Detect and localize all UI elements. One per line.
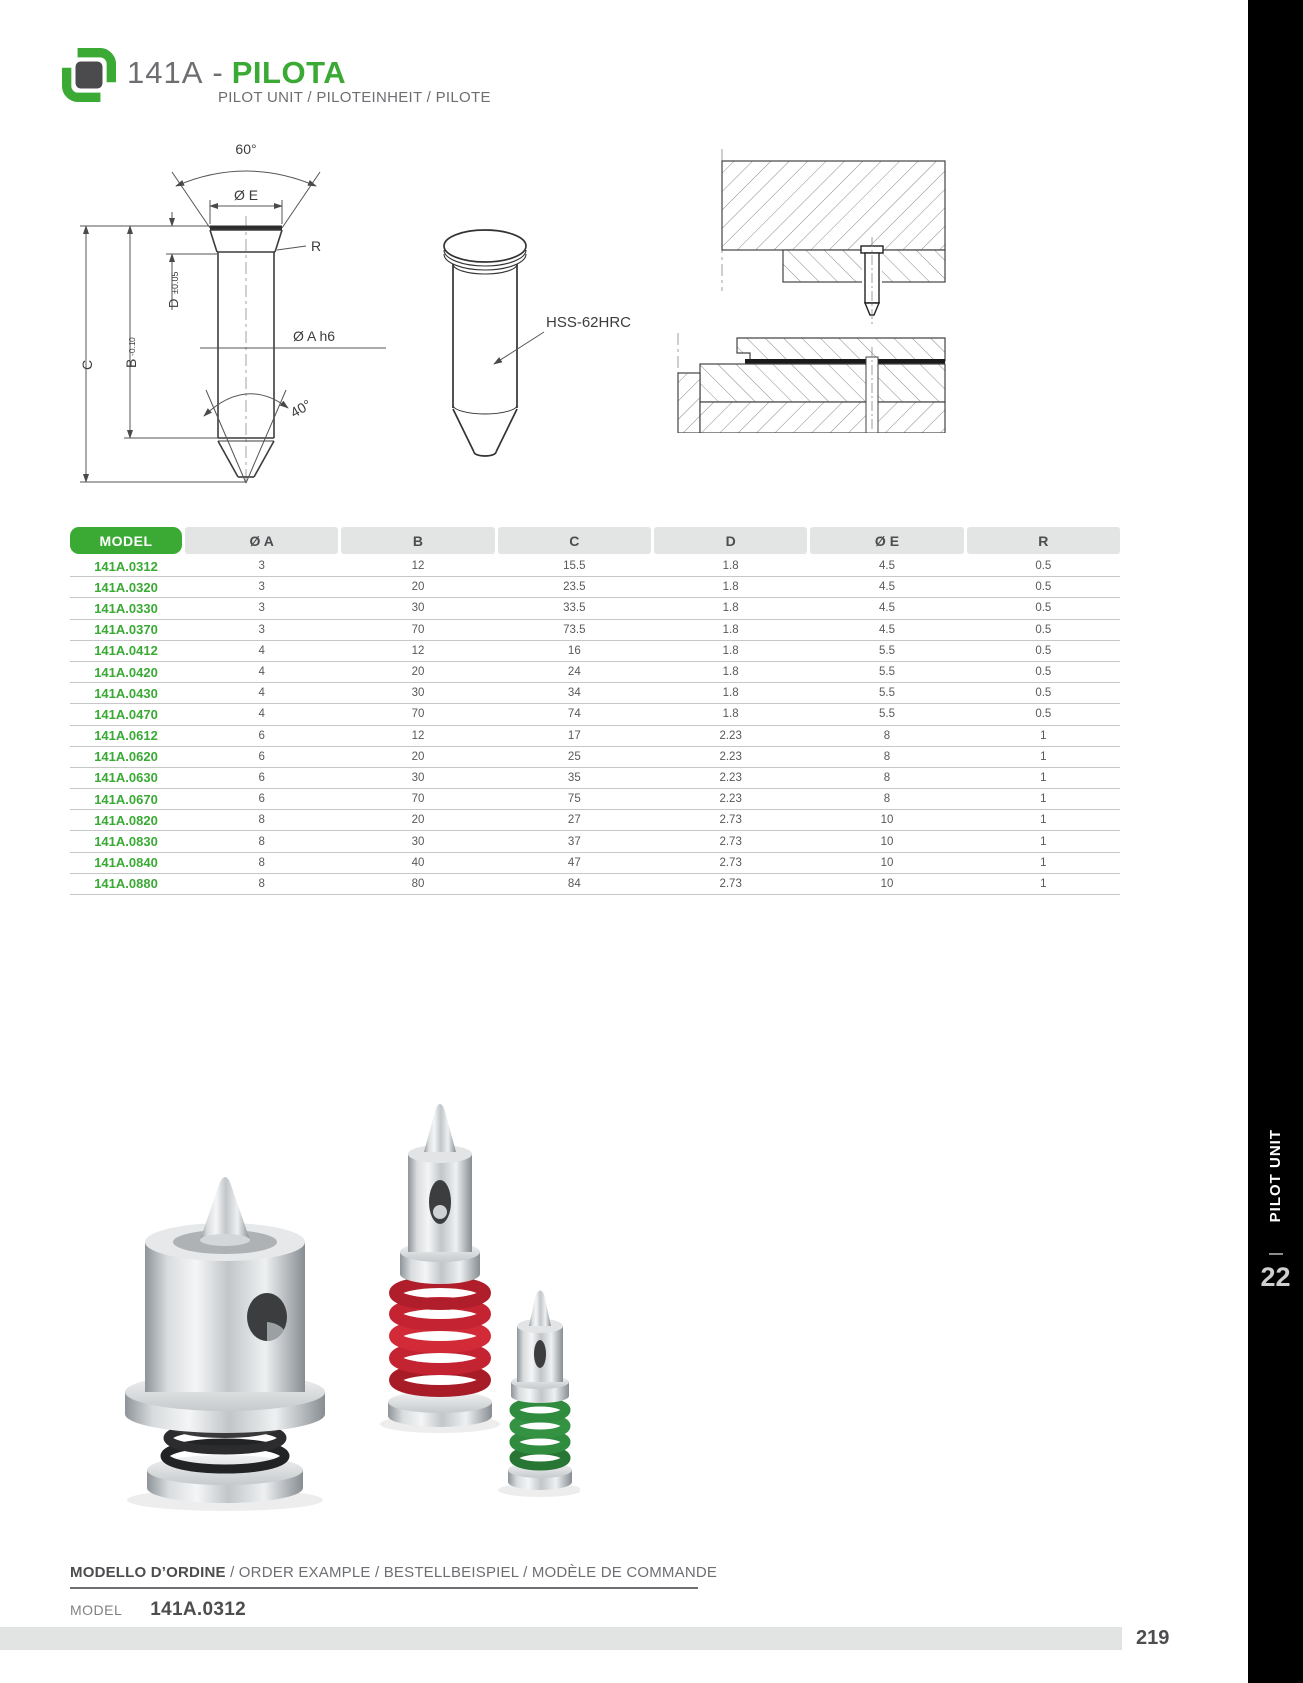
column-header-model: MODEL [70,527,182,554]
value-cell: 74 [567,708,581,721]
column-header: C [498,527,651,554]
value-cell: 70 [411,793,425,806]
value-cell: 2.23 [719,750,742,763]
value-cell: 10 [880,835,894,848]
value-cell: 15.5 [563,560,586,573]
table-row [70,662,1120,683]
value-cell: 30 [411,835,425,848]
table-row [70,641,1120,662]
material-label: HSS-62HRC [546,314,632,331]
value-cell: 24 [567,666,581,679]
value-cell: 20 [411,581,425,594]
product-code: 141A [127,55,204,90]
dia-a-label: Ø A h6 [293,328,336,344]
value-cell: 4 [258,666,265,679]
value-cell: 1.8 [722,687,739,700]
value-cell: 47 [567,856,581,869]
page-number: 219 [1136,1627,1170,1649]
svg-text:±0.05: ±0.05 [170,271,180,294]
material-leader-line [494,332,544,364]
front-view-drawing [60,130,390,485]
svg-text:0: 0 [127,337,137,342]
value-cell: 1 [1040,835,1047,848]
model-cell: 141A.0830 [94,834,158,850]
spec-table-header [70,527,1120,554]
value-cell: 6 [258,750,265,763]
model-cell: 141A.0630 [94,770,158,786]
value-cell: 20 [411,666,425,679]
value-cell: 10 [880,877,894,890]
model-cell: 141A.0320 [94,579,158,595]
value-cell: 8 [258,856,265,869]
value-cell: 23.5 [563,581,586,594]
model-cell: 141A.0670 [94,791,158,807]
upper-die-section [722,149,945,325]
value-cell: 35 [567,771,581,784]
chapter-tab-divider [1269,1253,1283,1255]
value-cell: 8 [883,793,891,806]
model-cell: 141A.0370 [94,622,158,638]
value-cell: 8 [258,835,265,848]
table-row [70,831,1120,852]
model-cell: 141A.0430 [94,685,158,701]
chapter-side-band [1248,0,1303,1683]
value-cell: 1 [1040,750,1047,763]
value-cell: 40 [411,856,425,869]
table-row [70,598,1120,619]
angle-40-label [288,396,314,420]
angle-60-label: 60° [235,141,257,157]
order-example-block [70,1564,730,1621]
column-header: D [654,527,807,554]
value-cell: 2.73 [719,835,742,848]
page-title [127,55,346,91]
value-cell: 0.5 [1035,708,1052,721]
value-cell: 1 [1040,877,1047,890]
svg-text:40°: 40° [287,396,314,421]
order-example-heading [70,1564,730,1581]
model-cell: 141A.0820 [94,812,158,828]
value-cell: 8 [883,750,891,763]
value-cell: 3 [258,581,265,594]
value-cell: 2.73 [719,814,742,827]
value-cell: 1 [1040,729,1047,742]
order-model-label: MODEL [70,1602,123,1618]
value-cell: 1 [1040,793,1047,806]
value-cell: 30 [411,687,425,700]
value-cell: 8 [883,729,891,742]
chapter-tab [1248,1108,1303,1244]
value-cell: 12 [411,729,425,742]
value-cell: 30 [411,602,425,615]
value-cell: 6 [258,771,265,784]
column-header: B [341,527,494,554]
model-cell: 141A.0412 [94,643,158,659]
value-cell: 4.5 [878,623,895,636]
value-cell: 0.5 [1035,666,1052,679]
photo-pilot-unit-green-spring [498,1291,580,1498]
value-cell: 4.5 [878,560,895,573]
model-cell: 141A.0312 [94,558,158,574]
value-cell: 2.23 [719,729,742,742]
value-cell: 70 [411,708,425,721]
value-cell: 80 [411,877,425,890]
spec-table [70,527,1120,895]
svg-text:-0.1: -0.1 [127,341,137,356]
model-cell: 141A.0840 [94,855,158,871]
svg-text:B: B [123,358,139,368]
value-cell: 30 [411,771,425,784]
column-header: Ø E [810,527,963,554]
value-cell: 1.8 [722,666,739,679]
photo-pilot-unit-red-spring [380,1104,500,1433]
value-cell: 16 [567,644,581,657]
value-cell: 2.23 [719,771,742,784]
value-cell: 1.8 [722,602,739,615]
product-name: PILOTA [231,55,347,90]
svg-text:C: C [79,359,95,370]
value-cell: 12 [411,644,425,657]
table-row [70,577,1120,598]
order-example-rule [70,1587,698,1589]
value-cell: 1 [1040,856,1047,869]
order-model-line [70,1599,730,1621]
table-row [70,874,1120,895]
value-cell: 3 [258,560,265,573]
model-cell: 141A.0612 [94,728,158,744]
product-photo [70,1072,580,1517]
table-row [70,747,1120,768]
assembly-section-drawing [670,133,955,433]
title-separator: - [212,55,223,90]
table-row [70,853,1120,874]
value-cell: 4.5 [878,602,895,615]
value-cell: 27 [567,814,581,827]
value-cell: 1 [1040,771,1047,784]
c-dim-label [79,360,95,370]
value-cell: 0.5 [1035,644,1052,657]
value-cell: 75 [567,793,581,806]
svg-text:D: D [166,298,181,308]
value-cell: 0.5 [1035,581,1052,594]
iso-pin-outline [444,230,526,456]
table-row [70,789,1120,810]
dia-e-label: Ø E [233,187,259,203]
spec-table-body [70,556,1120,895]
value-cell: 84 [567,877,581,890]
value-cell: 2.73 [719,877,742,890]
iso-view-drawing [408,212,673,487]
value-cell: 34 [567,687,581,700]
value-cell: 20 [411,750,425,763]
value-cell: 3 [258,602,265,615]
value-cell: 4 [258,644,265,657]
chapter-number: 22 [1260,1262,1291,1292]
value-cell: 5.5 [878,666,895,679]
table-row [70,620,1120,641]
table-row [70,704,1120,725]
value-cell: 0.5 [1035,687,1052,700]
footer-bar [0,1627,1122,1650]
model-cell: 141A.0330 [94,600,158,616]
lower-die-section [678,333,945,433]
value-cell: 2.23 [719,793,742,806]
column-header: Ø A [185,527,338,554]
value-cell: 3 [258,623,265,636]
value-cell: 10 [880,814,894,827]
value-cell: 8 [258,814,265,827]
value-cell: 5.5 [878,644,895,657]
value-cell: 8 [258,877,265,890]
value-cell: 33.5 [563,602,586,615]
value-cell: 12 [411,560,425,573]
value-cell: 4.5 [878,581,895,594]
table-row [70,683,1120,704]
table-row [70,726,1120,747]
value-cell: 1.8 [722,644,739,657]
photo-pilot-unit-large [125,1177,325,1511]
value-cell: 73.5 [563,623,586,636]
value-cell: 2.73 [719,856,742,869]
order-heading-primary: MODELLO D’ORDINE [70,1564,226,1581]
radius-label: R [311,238,322,254]
value-cell: 70 [411,623,425,636]
chapter-tab-label: PILOT UNIT [1267,1129,1284,1223]
order-model-value: 141A.0312 [150,1599,246,1620]
column-header: R [967,527,1120,554]
value-cell: 6 [258,793,265,806]
model-cell: 141A.0620 [94,749,158,765]
value-cell: 1.8 [722,708,739,721]
value-cell: 1 [1040,814,1047,827]
value-cell: 4 [258,708,265,721]
d-dim-label [166,272,181,308]
value-cell: 4 [258,687,265,700]
value-cell: 1.8 [722,560,739,573]
logo-inner-square [76,62,103,89]
value-cell: 6 [258,729,265,742]
value-cell: 1.8 [722,623,739,636]
value-cell: 1.8 [722,581,739,594]
order-heading-translations: / ORDER EXAMPLE / BESTELLBEISPIEL / MODÈLE DE COMMANDE [225,1564,718,1581]
model-cell: 141A.0470 [94,706,158,722]
value-cell: 5.5 [878,708,895,721]
model-cell: 141A.0420 [94,664,158,680]
value-cell: 25 [567,750,581,763]
dimension-lines [80,171,386,483]
value-cell: 37 [567,835,581,848]
value-cell: 0.5 [1035,560,1052,573]
brand-logo-icon [62,48,116,102]
table-row [70,556,1120,577]
value-cell: 5.5 [878,687,895,700]
b-dim-label [123,337,139,368]
value-cell: 10 [880,856,894,869]
model-cell: 141A.0880 [94,876,158,892]
table-row [70,810,1120,831]
value-cell: 20 [411,814,425,827]
value-cell: 17 [567,729,581,742]
page-subtitle: PILOT UNIT / PILOTEINHEIT / PILOTE [218,89,491,106]
value-cell: 8 [883,771,891,784]
value-cell: 0.5 [1035,623,1052,636]
table-row [70,768,1120,789]
value-cell: 0.5 [1035,602,1052,615]
